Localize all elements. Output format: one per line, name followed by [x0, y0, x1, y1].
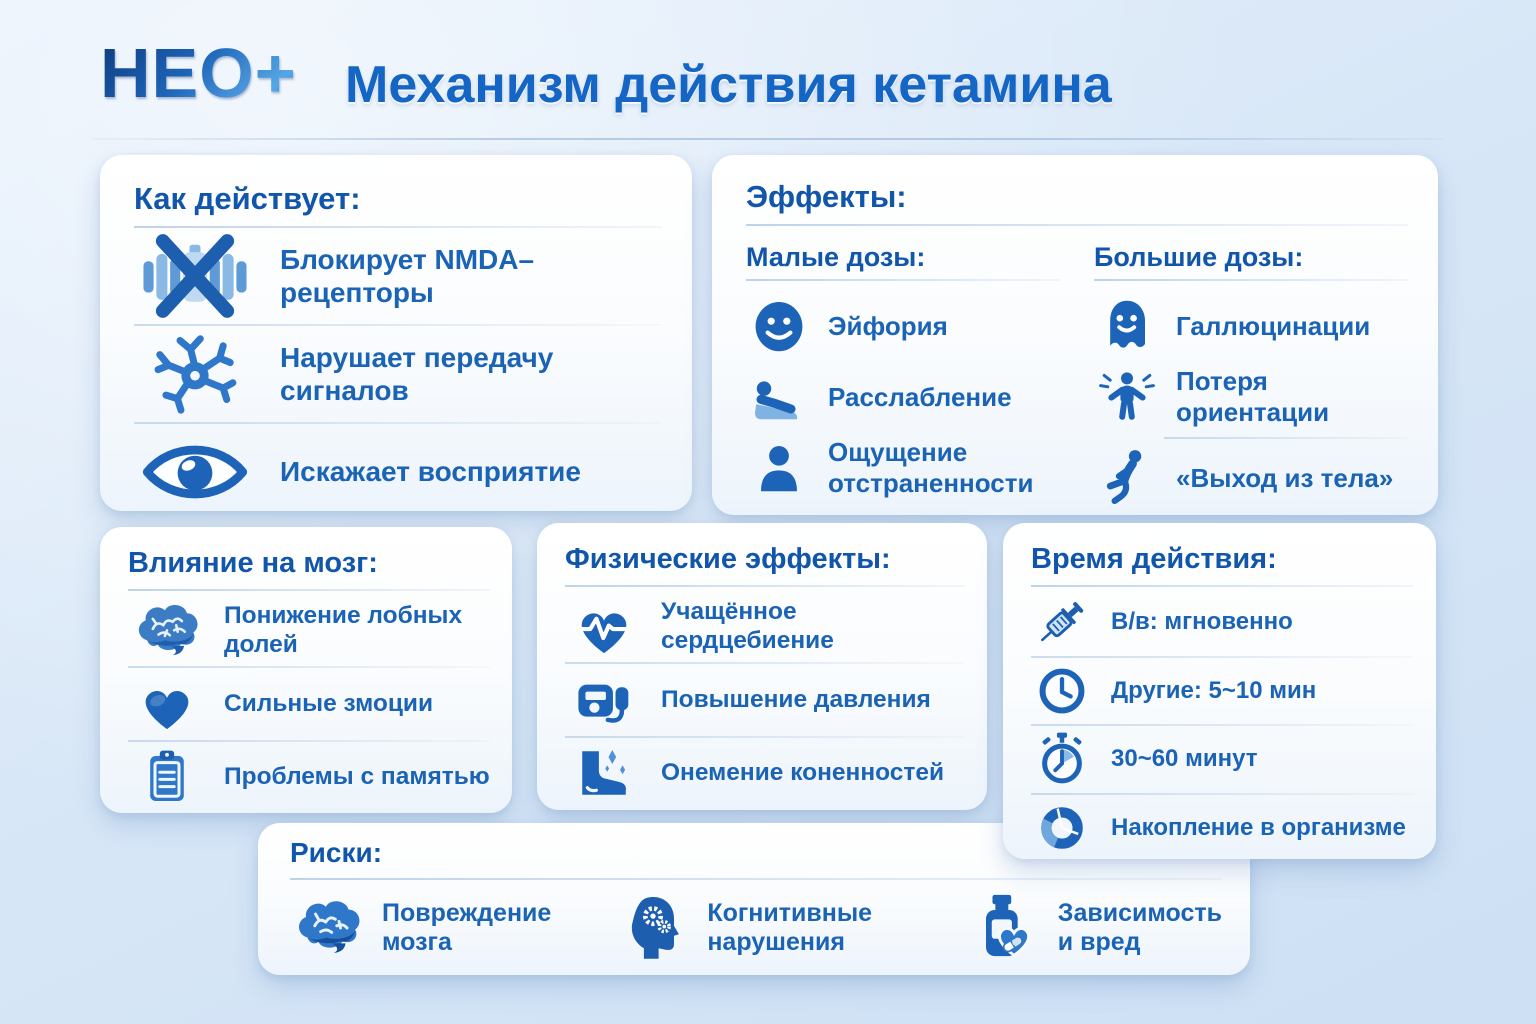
item-label: Сильные змоции: [224, 689, 434, 717]
title-divider: [565, 585, 965, 587]
list-item: [134, 228, 662, 324]
person-icon: [746, 437, 812, 499]
item-label: Нарушает передачу сигналов: [280, 341, 554, 406]
list-item: [128, 595, 490, 666]
card-title: Физические эффекты:: [565, 543, 891, 575]
card-duration: [1003, 523, 1436, 859]
list-item: [565, 591, 965, 662]
cognitive-gears-icon: [615, 890, 691, 966]
clock-icon: [1031, 662, 1093, 720]
card-effects: [712, 155, 1438, 515]
title-divider: [746, 224, 1408, 226]
list-item: [1031, 795, 1414, 862]
list-item: [1031, 658, 1414, 725]
list-item: [128, 668, 490, 739]
list-item: [746, 366, 1060, 428]
list-item: [1094, 295, 1408, 357]
syringe-icon: [1031, 593, 1093, 651]
item-label: Накопление в организме: [1111, 813, 1406, 841]
item-label: Зависимость и вред: [1057, 898, 1222, 956]
card-title: Время действия:: [1031, 543, 1277, 575]
item-label: В/в: мгновенно: [1111, 608, 1293, 636]
ghost-icon: [1094, 295, 1160, 357]
item-label: «Выход из тела»: [1176, 462, 1394, 493]
pill-bottle-icon: [966, 890, 1042, 966]
disoriented-person-icon: [1094, 366, 1160, 428]
small-doses-column: [746, 242, 1060, 518]
card-title: Эффекты:: [746, 179, 907, 214]
list-item: [290, 890, 551, 966]
item-label: Потеря ориентации: [1176, 366, 1330, 427]
numb-foot-icon: [565, 740, 643, 806]
memory-clipboard-icon: [128, 744, 206, 810]
item-label: Другие: 5~10 мин: [1111, 676, 1317, 704]
list-item: [1031, 589, 1414, 656]
list-item: [1031, 726, 1414, 793]
list-item: [134, 326, 662, 422]
brain-icon: [128, 598, 206, 664]
item-label: Блокирует NMDA–рецепторы: [280, 243, 535, 308]
item-label: Эйфория: [828, 310, 948, 341]
header-divider: [92, 138, 1444, 140]
item-label: Ощущение отстраненности: [828, 437, 1034, 498]
card-physical-effects: [537, 523, 987, 810]
large-doses-column: [1094, 242, 1408, 518]
title-divider: [290, 878, 1222, 880]
brain-damage-icon: [290, 890, 366, 966]
list-item: [128, 742, 490, 813]
card-title: Риски:: [290, 837, 383, 868]
item-label: Искажает восприятие: [280, 456, 581, 488]
list-item: [1094, 447, 1408, 509]
item-label: 30~60 минут: [1111, 745, 1258, 773]
column-divider: [746, 279, 1060, 281]
smiley-icon: [746, 295, 812, 357]
column-title: Большие дозы:: [1094, 242, 1304, 272]
list-item: [746, 437, 1060, 499]
nmda-receptor-blocked-icon: [134, 230, 256, 322]
reclining-person-icon: [746, 366, 812, 428]
item-label: Повреждение мозга: [382, 898, 552, 956]
card-how-it-works: [100, 155, 692, 511]
list-item: [565, 738, 965, 809]
item-label: Расслабление: [828, 381, 1012, 412]
heart-icon: [128, 671, 206, 737]
item-label: Когнитивные нарушения: [707, 898, 873, 956]
list-item: [1094, 366, 1408, 428]
heart-pulse-icon: [565, 594, 643, 660]
neo-plus-logo: [100, 34, 297, 112]
column-divider: [1094, 279, 1408, 281]
accumulation-donut-icon: [1031, 799, 1093, 857]
title-divider: [1031, 585, 1414, 587]
card-title: Влияние на мозг:: [128, 547, 378, 579]
list-item: [565, 664, 965, 735]
logo-text: НЕО: [100, 34, 255, 112]
out-of-body-icon: [1094, 447, 1160, 509]
item-label: Учащённое сердцебиение: [661, 597, 834, 654]
stopwatch-icon: [1031, 730, 1093, 788]
card-brain-influence: [100, 527, 512, 813]
row-divider: [1164, 437, 1408, 439]
item-label: Повышение давления: [661, 685, 931, 713]
item-label: Галлюцинации: [1176, 310, 1371, 341]
column-title: Малые дозы:: [746, 242, 926, 272]
item-label: Онемение коненностей: [661, 758, 945, 786]
list-item: [134, 424, 662, 520]
blood-pressure-icon: [565, 667, 643, 733]
eye-icon: [134, 426, 256, 518]
list-item: [966, 890, 1222, 966]
item-label: Понижение лобных долей: [224, 601, 463, 658]
card-title: Как действует:: [134, 181, 361, 216]
list-item: [615, 890, 901, 966]
neuron-icon: [134, 328, 256, 420]
title-divider: [128, 589, 490, 591]
list-item: [746, 295, 1060, 357]
item-label: Проблемы с памятью: [224, 762, 490, 790]
logo-plus: +: [254, 34, 297, 112]
page-title: Механизм действия кетамина: [345, 56, 1112, 114]
